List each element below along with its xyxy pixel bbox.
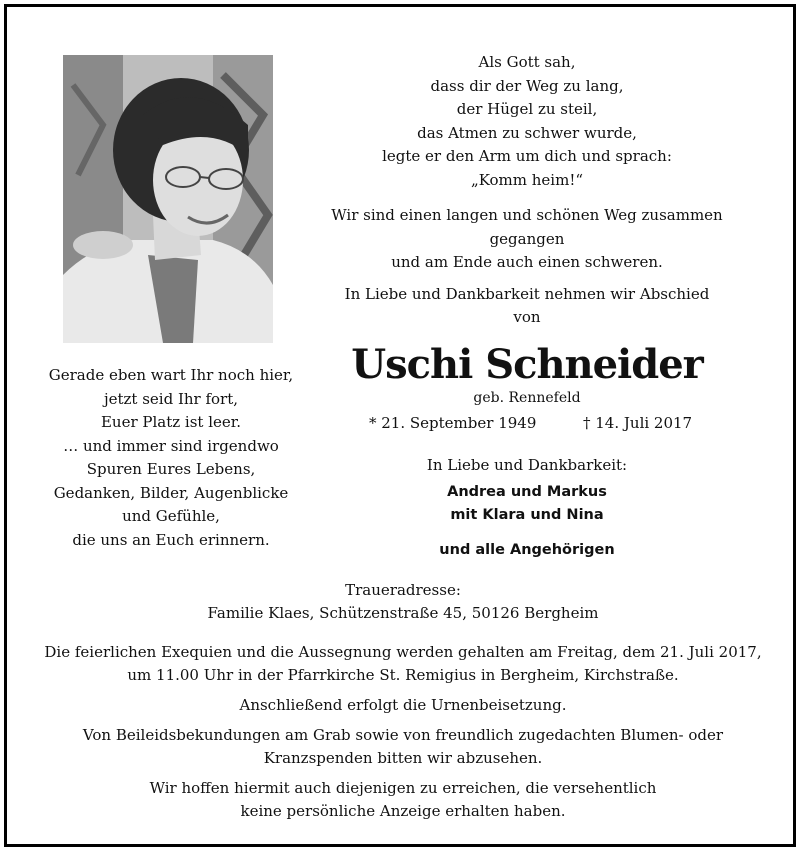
mourner-line: und alle Angehörigen [439,542,615,558]
poem-right [307,51,747,330]
poem-line: Spuren Eures Lebens, [86,460,256,478]
poem-line: Als Gott sah, [478,53,576,71]
portrait-photo [63,55,273,343]
mourners-list [307,481,747,562]
notice-line: Die feierlichen Exequien und die Aussegnung werden gehalten am Freitag, dem 21. Juli 2017, [44,643,762,661]
mourning-address [7,579,799,625]
poem-line: … und immer sind irgendwo [63,436,279,455]
farewell-line: von [513,308,541,326]
poem-line: das Atmen zu schwer wurde, [417,123,637,142]
notice-line: um 11.00 Uhr in der Pfarrkirche St. Remigius in Bergheim, Kirchstraße. [127,666,679,684]
address-label: Traueradresse: [345,581,461,599]
notice-paragraph [7,641,799,687]
notice-paragraph [7,724,799,770]
notice-line: keine persönliche Anzeige erhalten haben. [240,802,566,820]
poem-left [41,364,301,552]
notice-line: Wir hoffen hiermit auch diejenigen zu erreichen, die versehentlich [149,779,657,797]
poem-line: jetzt seid Ihr fort, [103,389,239,408]
thanks-label: In Liebe und Dankbarkeit: [426,456,628,474]
poem-line: Gerade eben wart Ihr noch hier, [48,366,294,384]
poem-line: und am Ende auch einen schweren. [391,253,663,271]
funeral-notice [7,641,799,830]
poem-line: Euer Platz ist leer. [100,413,242,431]
poem-line: Gedanken, Bilder, Augenblicke [53,483,289,502]
poem-line: die uns an Euch erinnern. [72,530,270,549]
poem-line: Wir sind einen langen und schönen Weg zusammen gegangen [331,206,723,248]
poem-line: dass dir der Weg zu lang, [430,76,624,95]
birth-name: geb. Rennefeld [473,390,581,406]
poem-line: der Hügel zu steil, [456,100,598,118]
poem-line: legte er den Arm um dich und sprach: [382,147,672,165]
notice-line: Kranzspenden bitten wir abzusehen. [263,749,543,767]
notice-line: Von Beileidsbekundungen am Grab sowie von freundlich zugedachten Blumen- oder [82,726,724,744]
mourner-line: Andrea und Markus [447,484,607,500]
address-line: Familie Klaes, Schützenstraße 45, 50126 Bergheim [207,604,599,622]
mourner-line: mit Klara und Nina [450,507,604,523]
poem-line: und Gefühle, [122,507,220,525]
notice-paragraph [7,694,799,717]
notice-paragraph [7,777,799,823]
farewell-line: In Liebe und Dankbarkeit nehmen wir Abschied [344,284,710,303]
notice-line: Anschließend erfolgt die Urnenbeisetzung. [239,696,567,714]
deceased-name: Uschi Schneider [351,341,703,388]
poem-line: „Komm heim!“ [470,170,584,189]
obituary-card [4,4,796,847]
death-date: † 14. Juli 2017 [583,414,693,432]
birth-date: * 21. September 1949 [369,414,537,432]
portrait-image [63,55,273,343]
